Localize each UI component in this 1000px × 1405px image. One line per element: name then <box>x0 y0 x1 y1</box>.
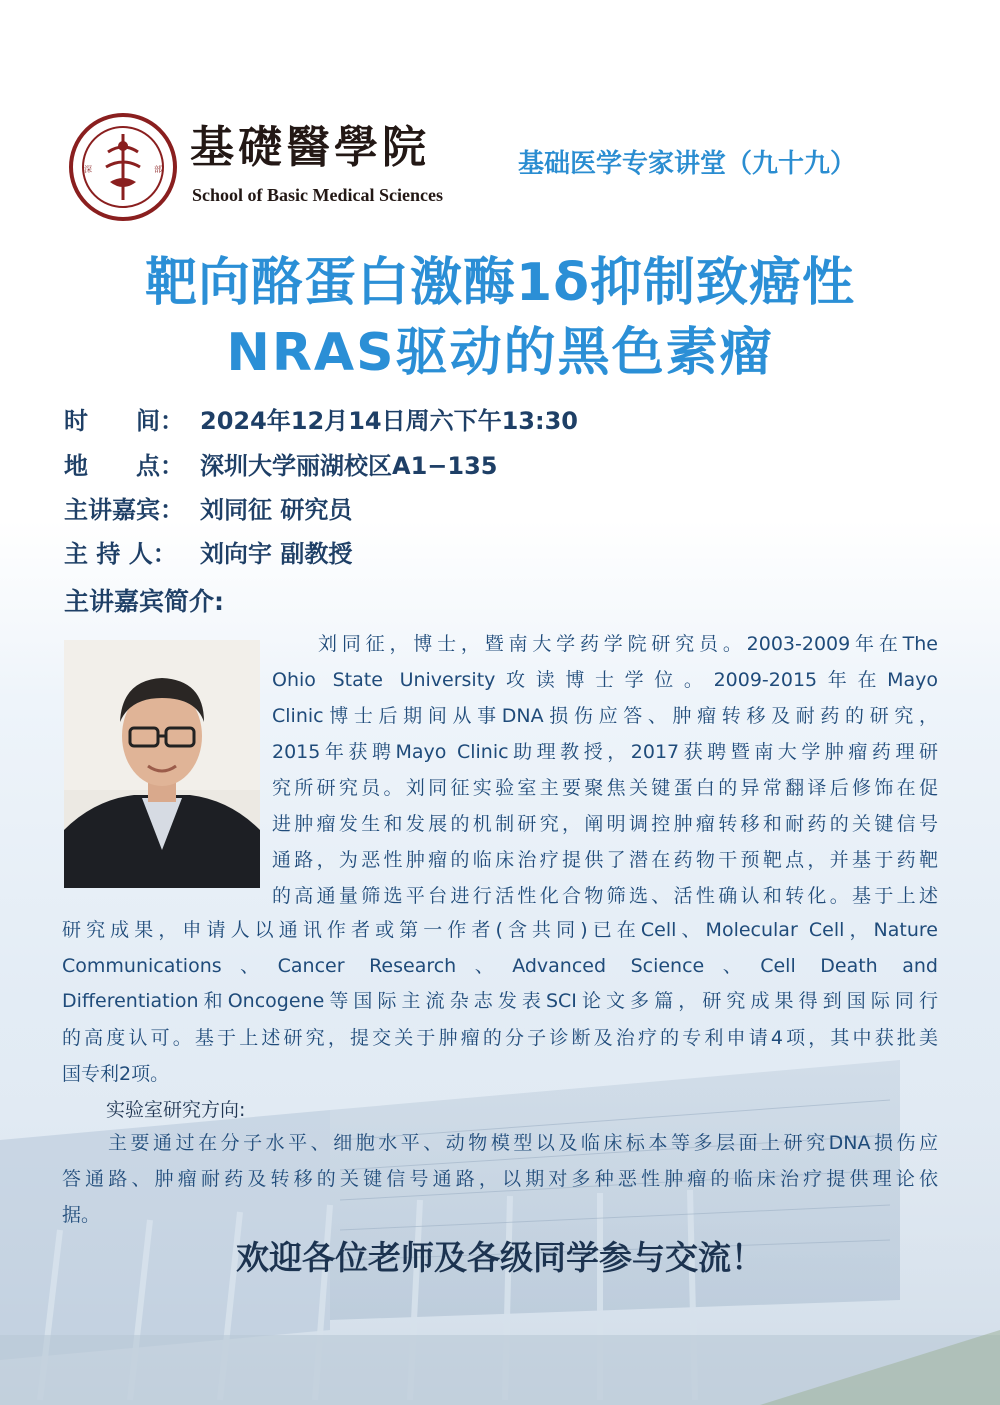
host-label: 主 持 人： <box>64 540 177 568</box>
bio-line: 研究成果，申请人以通讯作者或第一作者(含共同)已在Cell、Molecular Cell，Nature <box>62 919 938 941</box>
bio-line: 国专利2项。 <box>62 1063 170 1085</box>
lecture-series-title: 基础医学专家讲堂（九十九） <box>518 149 857 179</box>
school-name-chinese: 基礎醫學院 <box>190 122 430 173</box>
bio-line: Communications、Cancer Research、Advanced Science、Cell Death and <box>62 955 938 977</box>
place-value: 深圳大学丽湖校区A1−135 <box>200 452 498 480</box>
bio-line: Clinic博士后期间从事DNA损伤应答、肿瘤转移及耐药的研究， <box>272 705 938 727</box>
lab-line: 据。 <box>62 1204 101 1226</box>
welcome-message: 欢迎各位老师及各级同学参与交流！ <box>236 1238 764 1277</box>
host-value: 刘向宇 副教授 <box>200 540 353 568</box>
svg-text:深: 深 <box>84 165 92 174</box>
svg-text:部: 部 <box>154 165 162 174</box>
host-row <box>64 536 352 572</box>
bio-line: 的高通量筛选平台进行活性化合物筛选、活性确认和转化。基于上述 <box>272 885 938 907</box>
time-label: 时 间： <box>64 407 184 435</box>
speaker-label: 主讲嘉宾： <box>64 496 184 524</box>
lecture-title-line-1: 靶向酪蛋白激酶1δ抑制致癌性 <box>145 253 855 313</box>
speaker-value: 刘同征 研究员 <box>200 496 353 524</box>
time-value: 2024年12月14日周六下午13:30 <box>200 407 578 435</box>
bio-line: 2015年获聘Mayo Clinic助理教授，2017获聘暨南大学肿瘤药理研 <box>272 741 938 763</box>
speaker-photo <box>64 640 260 888</box>
speaker-row <box>64 492 352 528</box>
lab-line: 答通路、肿瘤耐药及转移的关键信号通路，以期对多种恶性肿瘤的临床治疗提供理论依 <box>62 1168 938 1190</box>
bio-line: 刘同征，博士，暨南大学药学院研究员。2003-2009年在The <box>318 633 938 655</box>
bio-line: 究所研究员。刘同征实验室主要聚焦关键蛋白的异常翻译后修饰在促 <box>272 777 938 799</box>
school-seal-logo <box>68 112 178 222</box>
speaker-intro-heading: 主讲嘉宾简介: <box>64 587 224 616</box>
bio-line: Differentiation和Oncogene等国际主流杂志发表SCI论文多篇，研究成果得到国际同行 <box>62 990 938 1012</box>
bio-line: 进肿瘤发生和发展的机制研究，阐明调控肿瘤转移和耐药的关键信号 <box>272 813 938 835</box>
place-row <box>64 448 497 484</box>
time-row <box>64 403 578 439</box>
lab-direction-heading: 实验室研究方向: <box>106 1099 246 1121</box>
place-label: 地 点： <box>64 452 184 480</box>
lecture-title-line-2: NRAS驱动的黑色素瘤 <box>226 323 774 383</box>
bio-line: 通路，为恶性肿瘤的临床治疗提供了潜在药物干预靶点，并基于药靶 <box>272 849 938 871</box>
bio-line: Ohio State University攻读博士学位。2009-2015年在Mayo <box>272 669 938 691</box>
bio-line: 的高度认可。基于上述研究，提交关于肿瘤的分子诊断及治疗的专利申请4项，其中获批美 <box>62 1027 938 1049</box>
lab-line: 主要通过在分子水平、细胞水平、动物模型以及临床标本等多层面上研究DNA损伤应 <box>108 1132 938 1154</box>
school-name-english: School of Basic Medical Sciences <box>192 185 443 205</box>
